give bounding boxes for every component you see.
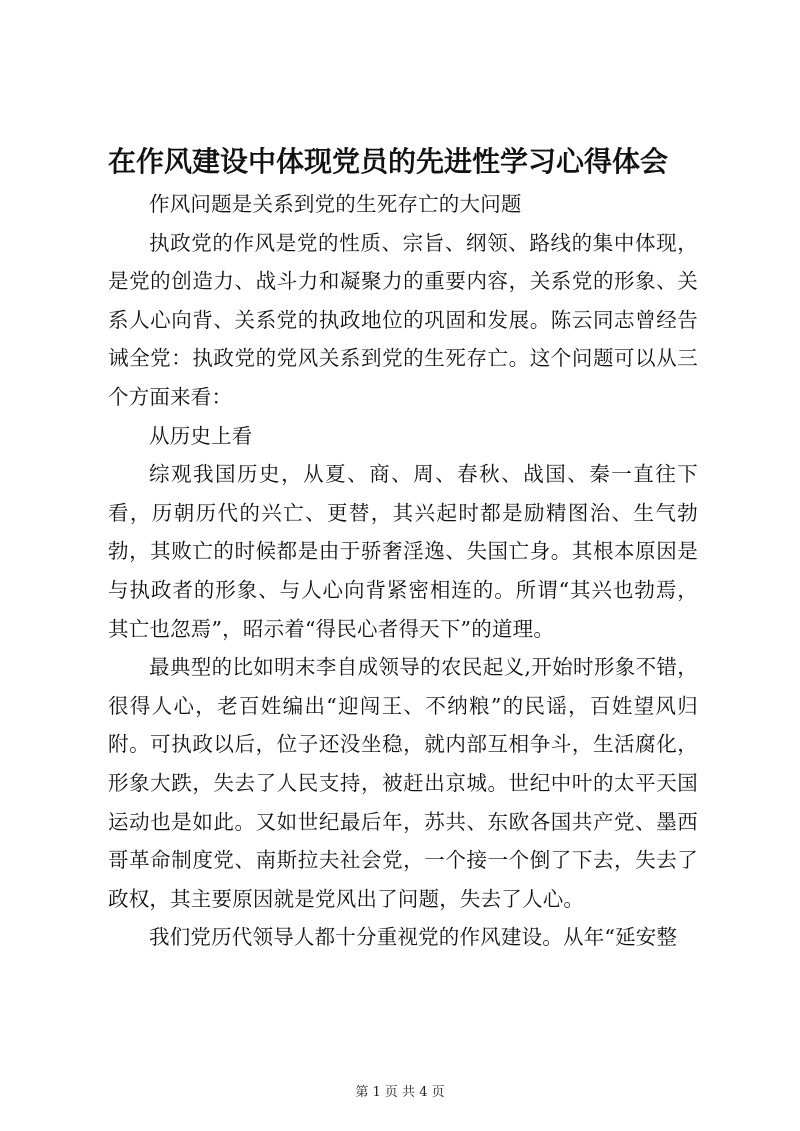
paragraph: 执政党的作风是党的性质、宗旨、纲领、路线的集中体现，是党的创造力、战斗力和凝聚力的重要内容，关系党的形象、关系人心向背、关系党的执政地位的巩固和发展。陈云同志曾经告诫全党：执政党的党风关系到党的生死存亡。这个问题可以从三个方面来看： [108, 230, 698, 409]
document-body [108, 185, 698, 957]
document-title: 在作风建设中体现党员的先进性学习心得体会 [108, 145, 669, 178]
page-footer: 第 1 页 共 4 页 [355, 1085, 445, 1100]
paragraph: 作风问题是关系到党的生死存亡的大问题 [149, 192, 522, 216]
paragraph: 综观我国历史，从夏、商、周、春秋、战国、秦一直往下看，历朝历代的兴亡、更替，其兴起时都是励精图治、生气勃勃，其败亡的时候都是由于骄奢淫逸、失国亡身。其根本原因是与执政者的形象、与人心向背紧密相连的。所谓“其兴也勃焉，其亡也忽焉”，昭示着“得民心者得天下”的道理。 [108, 462, 698, 641]
paragraph: 最典型的比如明末李自成领导的农民起义,开始时形象不错，很得人心，老百姓编出“迎闯王、不纳粮”的民谣，百姓望风归附。可执政以后，位子还没坐稳，就内部互相争斗，生活腐化，形象大跌，失去了人民支持，被赶出京城。世纪中叶的太平天国运动也是如此。又如世纪最后年，苏共、东欧各国共产党、墨西哥革命制度党、南斯拉夫社会党，一个接一个倒了下去，失去了政权，其主要原因就是党风出了问题，失去了人心。 [108, 655, 698, 911]
paragraph: 从历史上看 [149, 423, 253, 448]
paragraph: 我们党历代领导人都十分重视党的作风建设。从年“延安整 [149, 925, 678, 950]
